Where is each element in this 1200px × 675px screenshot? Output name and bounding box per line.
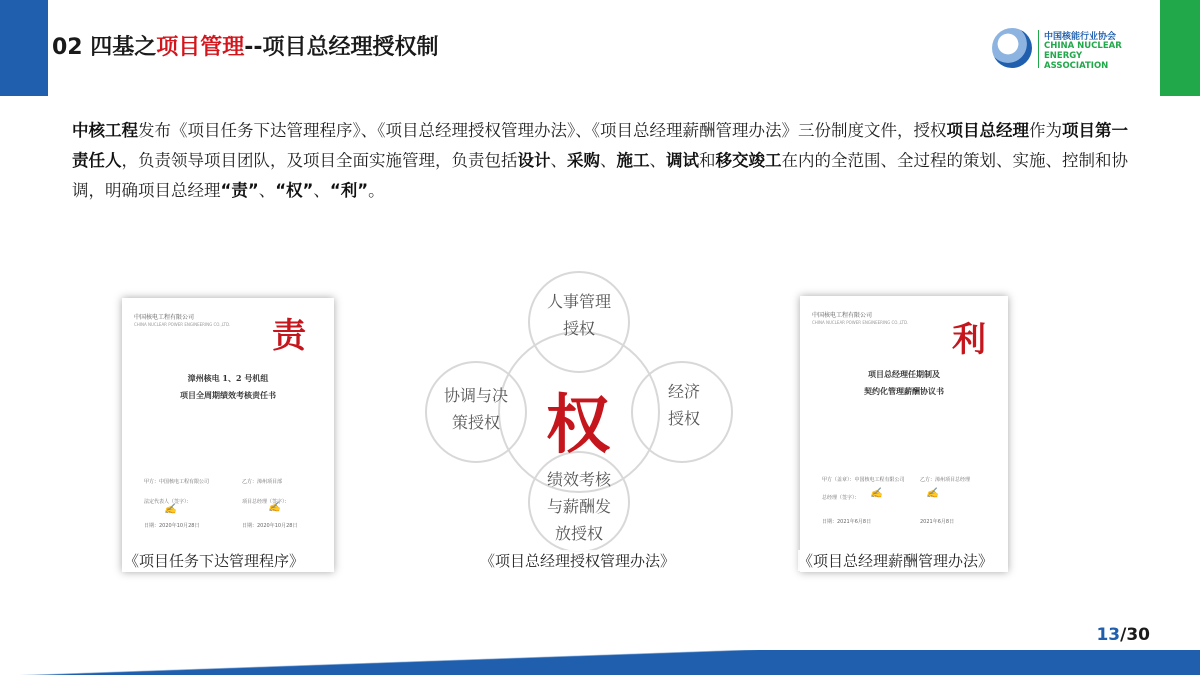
doc-rep-b: 项目总经理（签字）： <box>242 499 290 505</box>
header-green-accent <box>1160 0 1200 96</box>
para-bold: 设计 <box>517 151 551 170</box>
label-personnel <box>529 288 629 342</box>
para-text: 。 <box>368 181 385 200</box>
title-suffix: --项目总经理授权制 <box>244 35 439 60</box>
doc-title-line2: 项目全周期绩效考核责任书 <box>180 390 276 400</box>
doc-date-b: 日期：2020年10月28日 <box>242 523 298 529</box>
label-coordination <box>426 382 526 436</box>
doc-title-line2: 契约化管理薪酬协议书 <box>864 386 944 396</box>
signature-b: ✍ <box>268 502 281 513</box>
para-text: 、 <box>258 181 276 200</box>
logo-divider <box>1038 30 1039 68</box>
doc-company-en: CHINA NUCLEAR POWER ENGINEERING CO.,LTD. <box>812 320 909 325</box>
para-text: ，负责领导项目团队，及项目全面实施管理，负责包括 <box>121 151 518 170</box>
para-bold: “利” <box>329 181 369 200</box>
para-bold: 项目总经理 <box>946 121 1029 140</box>
intro-paragraph <box>72 116 1132 206</box>
doc-date-a: 日期：2021年6月8日 <box>822 519 872 525</box>
para-text: 、 <box>313 181 330 200</box>
current-page: 13 <box>1096 625 1121 645</box>
para-text: 发布《项目任务下达管理程序》、《项目总经理授权管理办法》、《项目总经理薪酬管理办法》三份制度文件，授权 <box>138 121 947 140</box>
doc-rep-a: 法定代表人（签字）： <box>144 499 192 505</box>
responsibility-document <box>122 298 334 572</box>
caption-task-procedure: 《项目任务下达管理程序》 <box>124 552 305 570</box>
label-line: 经济 <box>667 382 700 401</box>
caption-salary-measures: 《项目总经理薪酬管理办法》 <box>798 552 994 570</box>
signature-a: ✍ <box>870 488 883 499</box>
doc-benefit-char: 利 <box>952 320 986 360</box>
label-line: 授权 <box>667 409 700 428</box>
title-prefix: 02 四基之 <box>52 35 157 60</box>
para-bold: 调试 <box>666 151 699 170</box>
doc-title-line1: 漳州核电 1、2 号机组 <box>187 373 269 383</box>
label-line: 放授权 <box>554 524 603 543</box>
label-performance <box>529 466 629 547</box>
para-bold: 移交竣工 <box>715 151 782 170</box>
page-number <box>1096 625 1150 645</box>
label-line: 与薪酬发 <box>546 497 611 516</box>
label-line: 绩效考核 <box>546 470 611 489</box>
para-bold: 采购 <box>567 151 600 170</box>
para-text: 作为 <box>1029 121 1062 140</box>
doc-party-a: 甲方：中国核电工程有限公司 <box>144 479 210 485</box>
benefit-document <box>800 296 1008 572</box>
doc-date-b: 2021年6月8日 <box>920 519 955 525</box>
signature-b: ✍ <box>926 488 939 499</box>
para-bold: “责” <box>220 181 259 200</box>
para-text: 、 <box>649 151 666 170</box>
association-logo <box>992 26 1142 76</box>
label-line: 人事管理 <box>546 292 611 311</box>
doc-date-a: 日期：2020年10月28日 <box>144 523 200 529</box>
doc-party-b: 乙方：漳州项目总经理 <box>920 477 971 483</box>
para-bold: 中核工程 <box>72 121 138 140</box>
logo-english-name: CHINA NUCLEAR ENERGY ASSOCIATION <box>1044 41 1122 71</box>
label-economic <box>634 378 734 432</box>
doc-rep-a: 总经理（签字）： <box>822 495 860 501</box>
para-bold: 项目第一责任人 <box>72 121 1128 170</box>
doc-title-line1: 项目总经理任期制及 <box>868 369 940 379</box>
doc-party-a: 甲方（盖章）：中国核电工程有限公司 <box>822 477 905 483</box>
para-bold: 施工 <box>616 151 650 170</box>
caption-authorization-measures: 《项目总经理授权管理办法》 <box>480 552 676 570</box>
para-text: 、 <box>550 151 567 170</box>
footer-band <box>0 650 1200 675</box>
para-bold: “权” <box>275 181 314 200</box>
para-text: 和 <box>699 151 716 170</box>
para-text: 、 <box>600 151 617 170</box>
doc-company-logo: 中国核电工程有限公司 <box>812 312 873 319</box>
label-line: 授权 <box>562 319 595 338</box>
doc-company-logo: 中国核电工程有限公司 <box>134 314 195 321</box>
globe-logo-icon <box>992 28 1032 68</box>
label-line: 协调与决 <box>443 386 508 405</box>
doc-responsibility-char: 责 <box>272 316 306 356</box>
title-highlight: 项目管理 <box>156 35 245 60</box>
slide-title <box>52 30 439 61</box>
authority-center-char: 权 <box>546 389 610 463</box>
signature-a: ✍ <box>164 504 177 515</box>
header-blue-accent <box>0 0 48 96</box>
label-line: 策授权 <box>451 413 500 432</box>
total-pages: /30 <box>1120 625 1150 645</box>
para-text: 在内的全范围、全过程的策划、实施、控制和协调，明确项目总经理 <box>72 151 1128 200</box>
logo-chinese-name: 中国核能行业协会 <box>1044 32 1117 42</box>
doc-party-b: 乙方：漳州项目部 <box>242 479 283 485</box>
doc-company-en: CHINA NUCLEAR POWER ENGINEERING CO.,LTD. <box>134 322 231 327</box>
